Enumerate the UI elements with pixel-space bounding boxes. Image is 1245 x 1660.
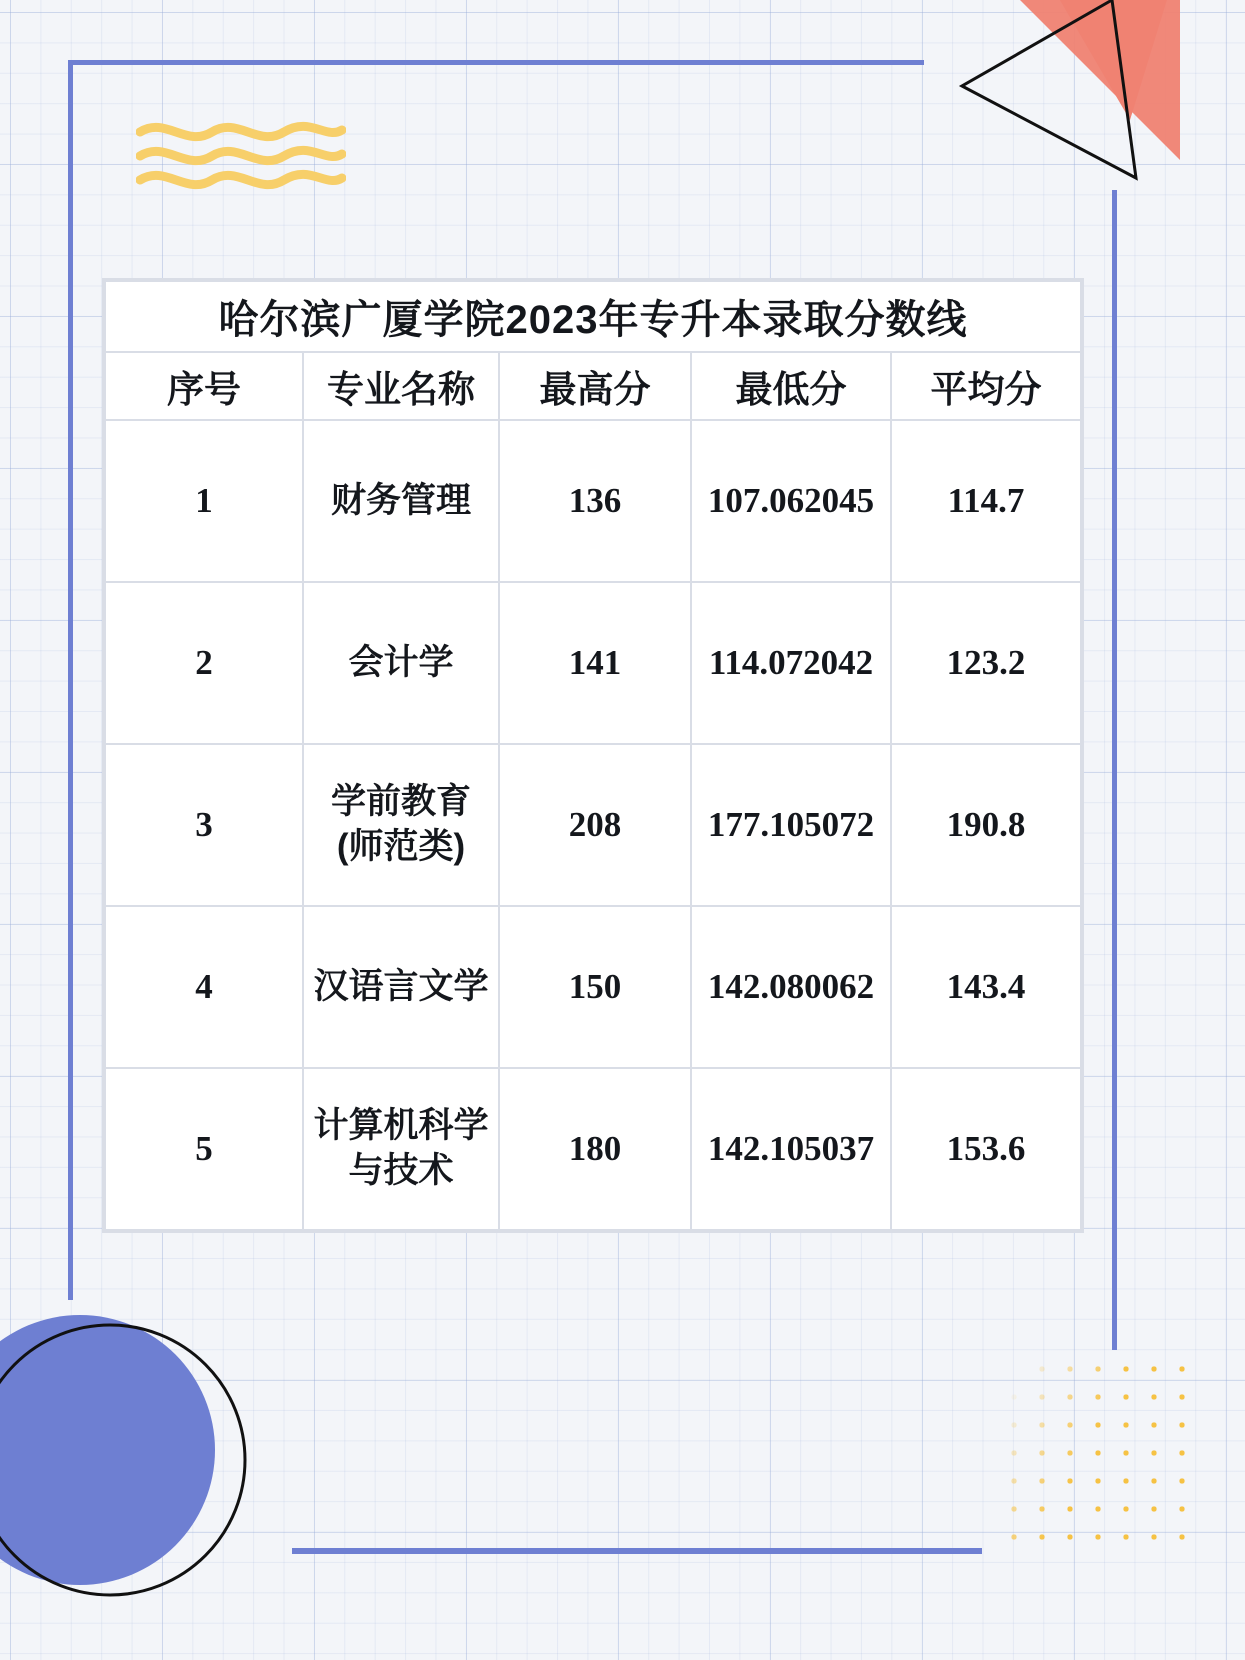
cell-max-score: 180	[499, 1068, 691, 1230]
table-row	[105, 582, 1081, 744]
table-row	[105, 744, 1081, 906]
decorative-frame-left-line	[68, 60, 73, 1300]
cell-max-score: 141	[499, 582, 691, 744]
column-header-avg-score: 平均分	[891, 352, 1081, 420]
table-row	[105, 420, 1081, 582]
cell-major: 学前教育(师范类)	[303, 744, 499, 906]
table-title: 哈尔滨广厦学院2023年专升本录取分数线	[105, 281, 1081, 352]
column-header-max-score: 最高分	[499, 352, 691, 420]
column-header-index: 序号	[105, 352, 303, 420]
cell-avg-score: 114.7	[891, 420, 1081, 582]
cell-min-score: 114.072042	[691, 582, 891, 744]
table-row	[105, 906, 1081, 1068]
cell-index: 3	[105, 744, 303, 906]
column-header-min-score: 最低分	[691, 352, 891, 420]
cell-avg-score: 153.6	[891, 1068, 1081, 1230]
cell-avg-score: 190.8	[891, 744, 1081, 906]
table-row	[105, 1068, 1081, 1230]
cell-min-score: 142.080062	[691, 906, 891, 1068]
score-table-card	[102, 278, 1084, 1233]
dot-grid-decoration	[1000, 1355, 1200, 1555]
circle-decoration	[0, 1300, 290, 1630]
column-header-major: 专业名称	[303, 352, 499, 420]
cell-index: 5	[105, 1068, 303, 1230]
cell-major: 汉语言文学	[303, 906, 499, 1068]
cell-index: 1	[105, 420, 303, 582]
decorative-frame-right-line	[1112, 190, 1117, 1350]
cell-min-score: 107.062045	[691, 420, 891, 582]
cell-min-score: 177.105072	[691, 744, 891, 906]
cell-max-score: 150	[499, 906, 691, 1068]
cell-major: 财务管理	[303, 420, 499, 582]
cell-index: 2	[105, 582, 303, 744]
cell-max-score: 136	[499, 420, 691, 582]
table-title-row	[105, 281, 1081, 352]
cell-min-score: 142.105037	[691, 1068, 891, 1230]
cell-major: 计算机科学与技术	[303, 1068, 499, 1230]
cell-avg-score: 143.4	[891, 906, 1081, 1068]
decorative-frame-top-line	[68, 60, 924, 65]
decorative-frame-bottom-line	[292, 1548, 982, 1554]
cell-major: 会计学	[303, 582, 499, 744]
table-header-row	[105, 352, 1081, 420]
cell-index: 4	[105, 906, 303, 1068]
admission-score-table	[104, 280, 1082, 1231]
wavy-lines-decoration	[136, 118, 346, 198]
cell-max-score: 208	[499, 744, 691, 906]
triangle-decoration	[950, 0, 1245, 200]
cell-avg-score: 123.2	[891, 582, 1081, 744]
